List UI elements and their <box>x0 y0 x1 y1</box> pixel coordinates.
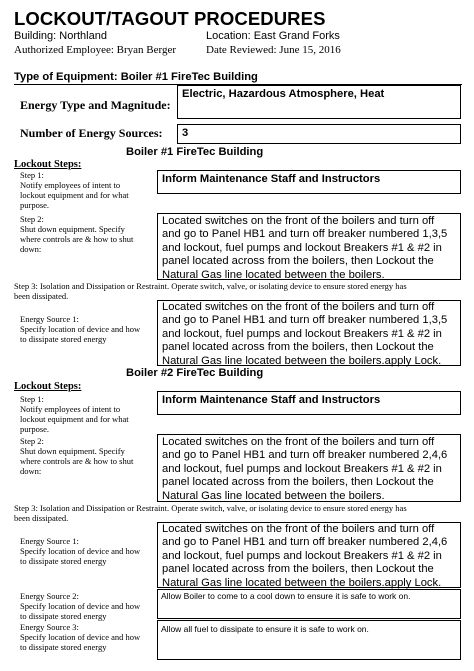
step-line: to dissipate stored energy <box>20 611 107 621</box>
boiler2-source2-box <box>157 589 461 619</box>
step-line: Energy Source 2: <box>20 591 79 601</box>
box-line: panel located across from the boilers, then Lockout the <box>162 341 434 354</box>
box-line: and lockout, fuel pumps and lockout Breakers #1 & #2 in <box>162 549 442 562</box>
step-line: Notify employees of intent to <box>20 404 121 414</box>
step-line: lockout equipment and for what <box>20 414 129 424</box>
boiler1-step1-box <box>157 170 461 194</box>
box-line: and go to Panel HB1 and turn off breaker numbered 2,4,6 <box>162 536 448 549</box>
box-line: Located switches on the front of the boilers and turn off <box>162 436 435 448</box>
boiler2-source3-value: Allow all fuel to dissipate to ensure it is safe to work on. <box>161 624 369 634</box>
step-line: Step 1: <box>20 170 44 180</box>
step-line: Energy Source 1: <box>20 536 79 546</box>
equipment-type-line: Type of Equipment: Boiler #1 FireTec Building <box>14 71 258 83</box>
location-label: Location: East Grand Forks <box>206 30 340 42</box>
step-line: been dissipated. <box>14 291 69 301</box>
boiler2-step3-text <box>14 503 469 523</box>
box-line: Located switches on the front of the boilers and turn off <box>162 215 435 227</box>
boiler2-source1-box <box>157 522 461 588</box>
employee-label: Authorized Employee: Bryan Berger <box>14 44 176 56</box>
step-line: to dissipate stored energy <box>20 556 107 566</box>
step-line: Step 3: Isolation and Dissipation or Restraint. Operate switch, valve, or isolating device to ensure stored energy has <box>14 503 407 513</box>
building-label: Building: Northland <box>14 30 107 42</box>
step-line: Shut down equipment. Specify <box>20 224 125 234</box>
boiler2-heading: Boiler #2 FireTec Building <box>126 367 264 379</box>
boiler1-step2-box <box>157 213 461 280</box>
boiler1-step1-value: Inform Maintenance Staff and Instructors <box>162 173 381 185</box>
boiler2-source2-label <box>20 591 155 621</box>
num-sources-value: 3 <box>182 127 189 139</box>
box-line: and go to Panel HB1 and turn off breaker numbered 2,4,6 <box>162 449 448 462</box>
boiler2-source3-label <box>20 622 155 652</box>
energy-type-value: Electric, Hazardous Atmosphere, Heat <box>182 88 385 100</box>
boiler2-source3-box <box>157 620 461 660</box>
boiler1-heading: Boiler #1 FireTec Building <box>126 146 264 158</box>
box-line: and go to Panel HB1 and turn off breaker numbered 1,3,5 <box>162 228 448 241</box>
step-line: Shut down equipment. Specify <box>20 446 125 456</box>
step-line: Step 3: Isolation and Dissipation or Restraint. Operate switch, valve, or isolating device to ensure stored energy has <box>14 281 407 291</box>
boiler2-source2-value: Allow Boiler to come to a cool down to ensure it is safe to work on. <box>161 591 411 601</box>
boiler1-step3-text <box>14 281 469 301</box>
box-line: and lockout, fuel pumps and lockout Breakers #1 & #2 in <box>162 241 442 254</box>
step-line: Specify location of device and how <box>20 601 141 611</box>
step-line: where controls are & how to shut <box>20 456 134 466</box>
step-line: Energy Source 3: <box>20 622 79 632</box>
step-line: to dissipate stored energy <box>20 642 107 652</box>
box-line: Located switches on the front of the boilers and turn off <box>162 523 435 535</box>
step-line: been dissipated. <box>14 513 69 523</box>
box-line: Natural Gas line located between the boilers.apply Lock. <box>162 576 442 589</box>
num-sources-box <box>177 124 461 144</box>
boiler2-step1-box <box>157 391 461 415</box>
step-line: Step 1: <box>20 394 44 404</box>
num-sources-label: Number of Energy Sources: <box>20 126 163 140</box>
step-line: Specify location of device and how <box>20 546 141 556</box>
box-line: and lockout, fuel pumps and lockout Breakers #1 & #2 in <box>162 462 442 475</box>
boiler1-step1-label <box>20 170 155 210</box>
box-line: and lockout, fuel pumps and lockout Breakers #1 & #2 in <box>162 327 442 340</box>
boiler2-step1-value: Inform Maintenance Staff and Instructors <box>162 394 381 406</box>
date-label: Date Reviewed: June 15, 2016 <box>206 44 341 56</box>
boiler1-lockout-heading: Lockout Steps: <box>14 159 82 170</box>
step-line: Step 2: <box>20 214 44 224</box>
box-line: Natural Gas line located between the boilers. <box>162 489 385 502</box>
boiler2-step1-label <box>20 394 155 434</box>
step-line: Notify employees of intent to <box>20 180 121 190</box>
step-line: Energy Source 1: <box>20 314 79 324</box>
boiler2-step2-box <box>157 434 461 502</box>
page-title: LOCKOUT/TAGOUT PROCEDURES <box>14 8 326 29</box>
step-line: purpose. <box>20 200 50 210</box>
box-line: panel located across from the boilers, then Lockout the <box>162 255 434 268</box>
step-line: down: <box>20 466 42 476</box>
energy-type-label: Energy Type and Magnitude: <box>20 98 171 112</box>
step-line: Step 2: <box>20 436 44 446</box>
step-line: down: <box>20 244 42 254</box>
boiler1-source1-box <box>157 300 461 366</box>
boiler2-lockout-heading: Lockout Steps: <box>14 381 82 392</box>
box-line: and go to Panel HB1 and turn off breaker numbered 1,3,5 <box>162 314 448 327</box>
box-line: Located switches on the front of the boilers and turn off <box>162 301 435 313</box>
step-line: to dissipate stored energy <box>20 334 107 344</box>
boiler2-step2-label <box>20 436 155 476</box>
step-line: purpose. <box>20 424 50 434</box>
step-line: Specify location of device and how <box>20 324 141 334</box>
energy-type-box <box>177 85 461 119</box>
box-line: panel located across from the boilers, then Lockout the <box>162 476 434 489</box>
boiler2-source1-label <box>20 536 155 566</box>
box-line: Natural Gas line located between the boilers.apply Lock. <box>162 354 442 367</box>
step-line: lockout equipment and for what <box>20 190 129 200</box>
boiler1-step2-label <box>20 214 155 254</box>
box-line: panel located across from the boilers, then Lockout the <box>162 563 434 576</box>
step-line: Specify location of device and how <box>20 632 141 642</box>
step-line: where controls are & how to shut <box>20 234 134 244</box>
box-line: Natural Gas line located between the boilers. <box>162 268 385 281</box>
boiler1-source1-label <box>20 314 155 344</box>
